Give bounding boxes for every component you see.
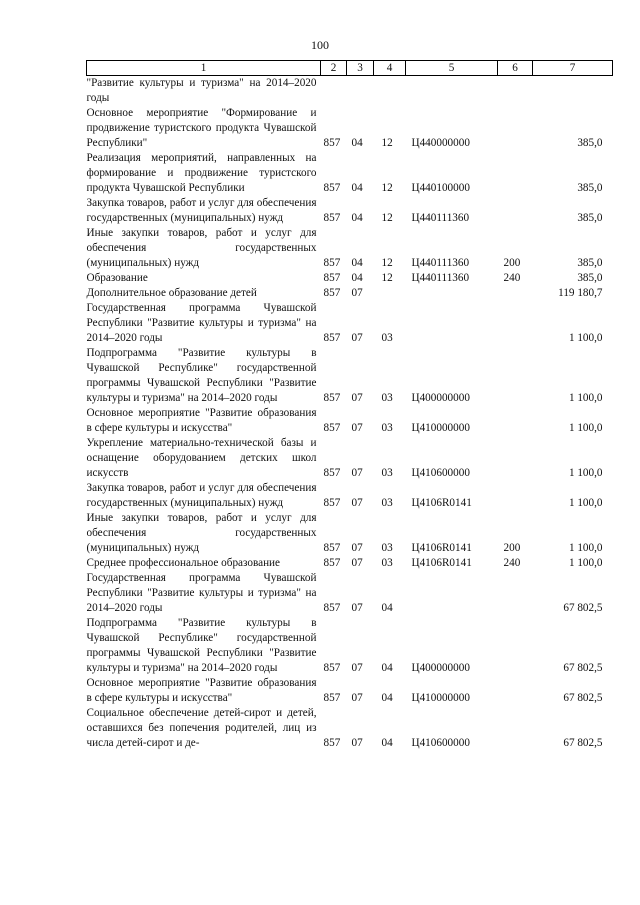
ministry-code: 857 <box>323 272 341 284</box>
column-header: 4 <box>374 61 406 76</box>
section-code: 07 <box>351 332 363 344</box>
column-header: 5 <box>406 61 498 76</box>
expense-type-code: 200 <box>503 257 521 269</box>
table-row <box>87 286 613 301</box>
subsection-code: 04 <box>381 602 393 614</box>
amount: 1 100,0 <box>568 467 603 479</box>
target-article-code: Ц410000000 <box>411 422 470 434</box>
table-body <box>87 76 613 752</box>
item-name: Среднее профессиональное образование <box>86 557 281 569</box>
expense-type-code <box>498 76 533 107</box>
table-row <box>87 616 613 676</box>
expense-type-code <box>498 616 533 676</box>
subsection-code: 03 <box>381 332 393 344</box>
subsection-code: 04 <box>381 737 393 749</box>
amount: 1 100,0 <box>568 542 603 554</box>
expense-type-code <box>498 436 533 481</box>
subsection-code: 12 <box>381 272 393 284</box>
amount: 1 100,0 <box>568 392 603 404</box>
table-row <box>87 151 613 196</box>
amount: 67 802,5 <box>563 602 603 614</box>
subsection-code <box>374 76 406 107</box>
section-code: 07 <box>351 392 363 404</box>
item-name: Закупка товаров, работ и услуг для обеспечения государственных (муниципальных) нужд <box>86 482 317 509</box>
amount: 67 802,5 <box>563 662 603 674</box>
item-name: Иные закупки товаров, работ и услуг для обеспечения государственных (муниципальных) нужд <box>86 227 317 269</box>
table-row <box>87 706 613 751</box>
section-code: 07 <box>351 467 363 479</box>
subsection-code: 03 <box>381 422 393 434</box>
amount: 1 100,0 <box>568 332 603 344</box>
table-row <box>87 106 613 151</box>
subsection-code: 12 <box>381 182 393 194</box>
item-name: Иные закупки товаров, работ и услуг для обеспечения государственных (муниципальных) нужд <box>86 512 317 554</box>
section-code: 07 <box>351 287 363 299</box>
table-row <box>87 76 613 107</box>
table-row <box>87 406 613 436</box>
table-row <box>87 271 613 286</box>
amount <box>533 76 613 107</box>
item-name: Социальное обеспечение детей-сирот и детей, оставшихся без попечения родителей, лиц из числа детей-сирот и де- <box>86 707 317 749</box>
target-article-code: Ц410600000 <box>411 467 470 479</box>
subsection-code: 03 <box>381 542 393 554</box>
section-code: 04 <box>351 272 363 284</box>
amount: 67 802,5 <box>563 737 603 749</box>
subsection-code <box>374 286 406 301</box>
amount: 119 180,7 <box>558 287 603 299</box>
expense-type-code <box>498 571 533 616</box>
target-article-code <box>406 76 498 107</box>
table-row <box>87 196 613 226</box>
amount: 385,0 <box>577 182 603 194</box>
amount: 1 100,0 <box>568 557 603 569</box>
ministry-code: 857 <box>323 392 341 404</box>
ministry-code: 857 <box>323 422 341 434</box>
expense-type-code <box>498 676 533 706</box>
ministry-code: 857 <box>323 212 341 224</box>
item-name: Закупка товаров, работ и услуг для обеспечения государственных (муниципальных) нужд <box>86 197 317 224</box>
expense-type-code <box>498 106 533 151</box>
ministry-code: 857 <box>323 542 341 554</box>
ministry-code: 857 <box>323 332 341 344</box>
section-code: 07 <box>351 692 363 704</box>
ministry-code: 857 <box>323 182 341 194</box>
amount: 1 100,0 <box>568 422 603 434</box>
item-name: Основное мероприятие "Формирование и продвижение туристского продукта Чувашской Республики" <box>86 107 317 149</box>
section-code: 07 <box>351 542 363 554</box>
subsection-code: 03 <box>381 392 393 404</box>
target-article-code: Ц440100000 <box>411 182 470 194</box>
amount: 385,0 <box>577 257 603 269</box>
ministry-code: 857 <box>323 137 341 149</box>
section-code: 07 <box>351 602 363 614</box>
expense-type-code <box>498 406 533 436</box>
target-article-code: Ц410600000 <box>411 737 470 749</box>
column-header: 1 <box>87 61 321 76</box>
ministry-code: 857 <box>323 287 341 299</box>
target-article-code: Ц4106R0141 <box>411 557 472 569</box>
section-code: 07 <box>351 557 363 569</box>
amount: 385,0 <box>577 137 603 149</box>
ministry-code <box>321 76 347 107</box>
section-code: 07 <box>351 422 363 434</box>
expense-type-code: 200 <box>503 542 521 554</box>
item-name: Государственная программа Чувашской Республики "Развитие культуры и туризма" на 2014–2020 годы <box>86 302 317 344</box>
ministry-code: 857 <box>323 692 341 704</box>
target-article-code: Ц400000000 <box>411 392 470 404</box>
expense-type-code <box>498 706 533 751</box>
expense-type-code <box>498 481 533 511</box>
section-code: 07 <box>351 497 363 509</box>
section-code <box>347 76 374 107</box>
ministry-code: 857 <box>323 662 341 674</box>
expense-type-code <box>498 301 533 346</box>
table-row <box>87 346 613 406</box>
page-number: 100 <box>311 38 329 52</box>
header-row <box>87 61 613 76</box>
ministry-code: 857 <box>323 737 341 749</box>
subsection-code: 04 <box>381 662 393 674</box>
ministry-code: 857 <box>323 257 341 269</box>
expense-type-code <box>498 196 533 226</box>
ministry-code: 857 <box>323 497 341 509</box>
table-row <box>87 556 613 571</box>
section-code: 04 <box>351 182 363 194</box>
item-name: Дополнительное образование детей <box>86 287 257 299</box>
amount: 1 100,0 <box>568 497 603 509</box>
column-header: 2 <box>321 61 347 76</box>
section-code: 07 <box>351 662 363 674</box>
expense-type-code <box>498 346 533 406</box>
target-article-code: Ц440000000 <box>411 137 470 149</box>
subsection-code: 04 <box>381 692 393 704</box>
target-article-code <box>406 301 498 346</box>
target-article-code <box>406 571 498 616</box>
target-article-code: Ц4106R0141 <box>411 497 472 509</box>
target-article-code: Ц440111360 <box>411 257 470 269</box>
item-name: Подпрограмма "Развитие культуры в Чувашской Республике" государственной программы Чувашской Республики "Развитие культуры и туризма" на 2014–2020 годы <box>86 617 317 674</box>
expense-type-code <box>498 286 533 301</box>
amount: 385,0 <box>577 272 603 284</box>
amount: 67 802,5 <box>563 692 603 704</box>
target-article-code: Ц410000000 <box>411 692 470 704</box>
table-header <box>87 61 613 76</box>
target-article-code: Ц440111360 <box>411 272 470 284</box>
item-name: Государственная программа Чувашской Республики "Развитие культуры и туризма" на 2014–2020 годы <box>86 572 317 614</box>
table-row <box>87 481 613 511</box>
ministry-code: 857 <box>323 467 341 479</box>
target-article-code <box>406 286 498 301</box>
target-article-code: Ц400000000 <box>411 662 470 674</box>
subsection-code: 03 <box>381 557 393 569</box>
section-code: 04 <box>351 137 363 149</box>
target-article-code: Ц4106R0141 <box>411 542 472 554</box>
item-name: Укрепление материально-технической базы и оснащение оборудованием детских школ искусств <box>86 437 317 479</box>
ministry-code: 857 <box>323 602 341 614</box>
column-header: 6 <box>498 61 533 76</box>
table-row <box>87 301 613 346</box>
subsection-code: 12 <box>381 257 393 269</box>
amount: 385,0 <box>577 212 603 224</box>
item-name: Подпрограмма "Развитие культуры в Чувашской Республике" государственной программы Чувашской Республики "Развитие культуры и туризма" на 2014–2020 годы <box>86 347 317 404</box>
column-header: 7 <box>533 61 613 76</box>
item-name: Реализация мероприятий, направленных на формирование и продвижение туристского продукта Чувашской Республики <box>86 152 317 194</box>
item-name: Образование <box>86 272 148 284</box>
target-article-code: Ц440111360 <box>411 212 470 224</box>
section-code: 07 <box>351 737 363 749</box>
table-row <box>87 511 613 556</box>
expense-type-code: 240 <box>503 272 521 284</box>
item-name: "Развитие культуры и туризма" на 2014–2020 годы <box>86 77 317 104</box>
subsection-code: 03 <box>381 497 393 509</box>
table-row <box>87 436 613 481</box>
subsection-code: 03 <box>381 467 393 479</box>
column-header: 3 <box>347 61 374 76</box>
expense-type-code: 240 <box>503 557 521 569</box>
expense-type-code <box>498 151 533 196</box>
item-name: Основное мероприятие "Развитие образования в сфере культуры и искусства" <box>86 407 317 434</box>
section-code: 04 <box>351 212 363 224</box>
subsection-code: 12 <box>381 137 393 149</box>
table-row <box>87 676 613 706</box>
budget-table <box>86 60 613 751</box>
item-name: Основное мероприятие "Развитие образования в сфере культуры и искусства" <box>86 677 317 704</box>
ministry-code: 857 <box>323 557 341 569</box>
table-row <box>87 226 613 271</box>
subsection-code: 12 <box>381 212 393 224</box>
table-row <box>87 571 613 616</box>
section-code: 04 <box>351 257 363 269</box>
